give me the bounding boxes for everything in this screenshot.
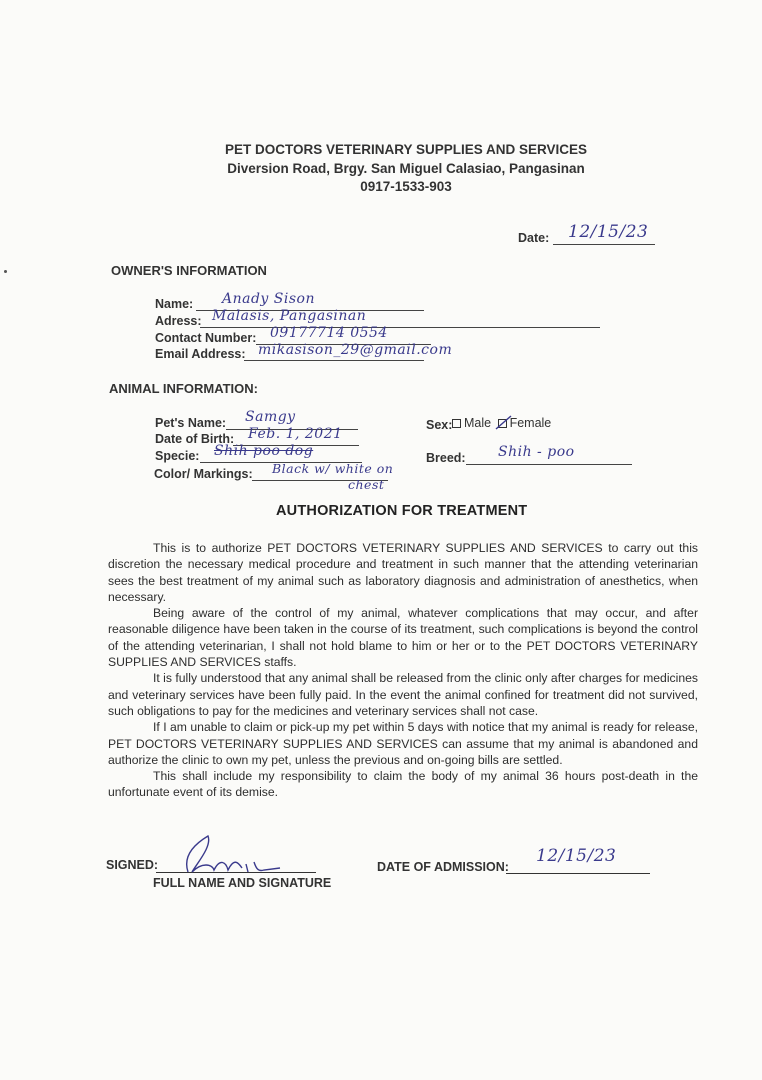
sex-female-label: Female (509, 416, 552, 430)
color-value-line1: Black w/ white on (272, 461, 394, 476)
authorization-paragraph-5: This shall include my responsibility to claim the body of my animal 36 hours post-death in the unfortunate event of its demise. (108, 769, 698, 800)
owner-contact-value: 09177714 0554 (270, 325, 388, 341)
date-admission-line (506, 873, 650, 874)
specie-label: Specie: (155, 449, 200, 463)
clinic-phone: 0917-1533-903 (360, 179, 452, 194)
authorization-paragraph-1: This is to authorize PET DOCTORS VETERINARY SUPPLIES AND SERVICES to carry out this discretion the necessary medical procedure and treatment in such manner that the attending veterinarian sees the best treatment of my animal such as laboratory diagnosis and administration of anesthetics, when necessary. (108, 541, 698, 604)
owner-name-label: Name: (155, 297, 194, 311)
date-admission-value: 12/15/23 (536, 846, 617, 866)
authorization-title: AUTHORIZATION FOR TREATMENT (276, 503, 528, 519)
dob-value: Feb. 1, 2021 (248, 426, 343, 442)
owner-contact-label: Contact Number: (155, 331, 257, 345)
clinic-address: Diversion Road, Brgy. San Miguel Calasiao, Pangasinan (227, 161, 585, 176)
female-check-mark (494, 414, 514, 432)
pet-name-value: Samgy (245, 409, 296, 425)
specie-value: Shih poo dog (214, 443, 314, 459)
authorization-paragraph-2: Being aware of the control of my animal, whatever complications that may occur, and after reasonable diligence have been taken in the course of its treatment, such complications is beyond the control of the attending veterinarian, I shall not hold blame to him or her or to the PET DOCTORS VETERINARY SUPPLIES AND SERVICES staffs. (108, 606, 698, 670)
signature-scribble (168, 832, 288, 882)
owner-name-value: Anady Sison (222, 291, 315, 307)
owner-address-label: Adress: (155, 314, 202, 328)
clinic-name: PET DOCTORS VETERINARY SUPPLIES AND SERVICES (224, 142, 588, 157)
male-checkbox[interactable] (452, 419, 461, 428)
sex-label: Sex: (426, 418, 453, 432)
authorization-paragraph-4: If I am unable to claim or pick-up my pet within 5 days with notice that my animal is ready for release, PET DOCTORS VETERINARY SUPPLIES AND SERVICES can assume that my animal is abandoned and authorize the clinic to own my pet, unless the previous and on-going bills are settled. (108, 720, 698, 767)
owner-address-value: Malasis, Pangasinan (212, 308, 367, 324)
pet-name-label: Pet's Name: (155, 416, 227, 430)
sex-male-label: Male (464, 416, 492, 430)
date-value: 12/15/23 (568, 222, 649, 242)
owner-email-label: Email Address: (155, 347, 246, 361)
animal-heading: ANIMAL INFORMATION: (109, 381, 258, 396)
signed-label: SIGNED: (106, 858, 159, 872)
owner-heading: OWNER'S INFORMATION (111, 263, 267, 278)
owner-email-value: mikasison_29@gmail.com (258, 342, 453, 358)
breed-value: Shih - poo (498, 444, 575, 460)
signature-caption: FULL NAME AND SIGNATURE (153, 876, 332, 890)
authorization-body (108, 540, 698, 801)
dob-label: Date of Birth: (155, 432, 235, 446)
breed-label: Breed: (426, 451, 466, 465)
color-label: Color/ Markings: (154, 467, 253, 481)
date-admission-label: DATE OF ADMISSION: (377, 860, 509, 874)
authorization-paragraph-3: It is fully understood that any animal shall be released from the clinic only after charges for medicines and veterinary services have been fully paid. In the event the animal confined for treatment did not survived, such obligations to pay for the medicines and veterinary services shall not case. (108, 671, 698, 718)
scan-speck (4, 270, 7, 273)
color-value-line2: chest (348, 477, 385, 492)
date-label: Date: (518, 231, 550, 245)
